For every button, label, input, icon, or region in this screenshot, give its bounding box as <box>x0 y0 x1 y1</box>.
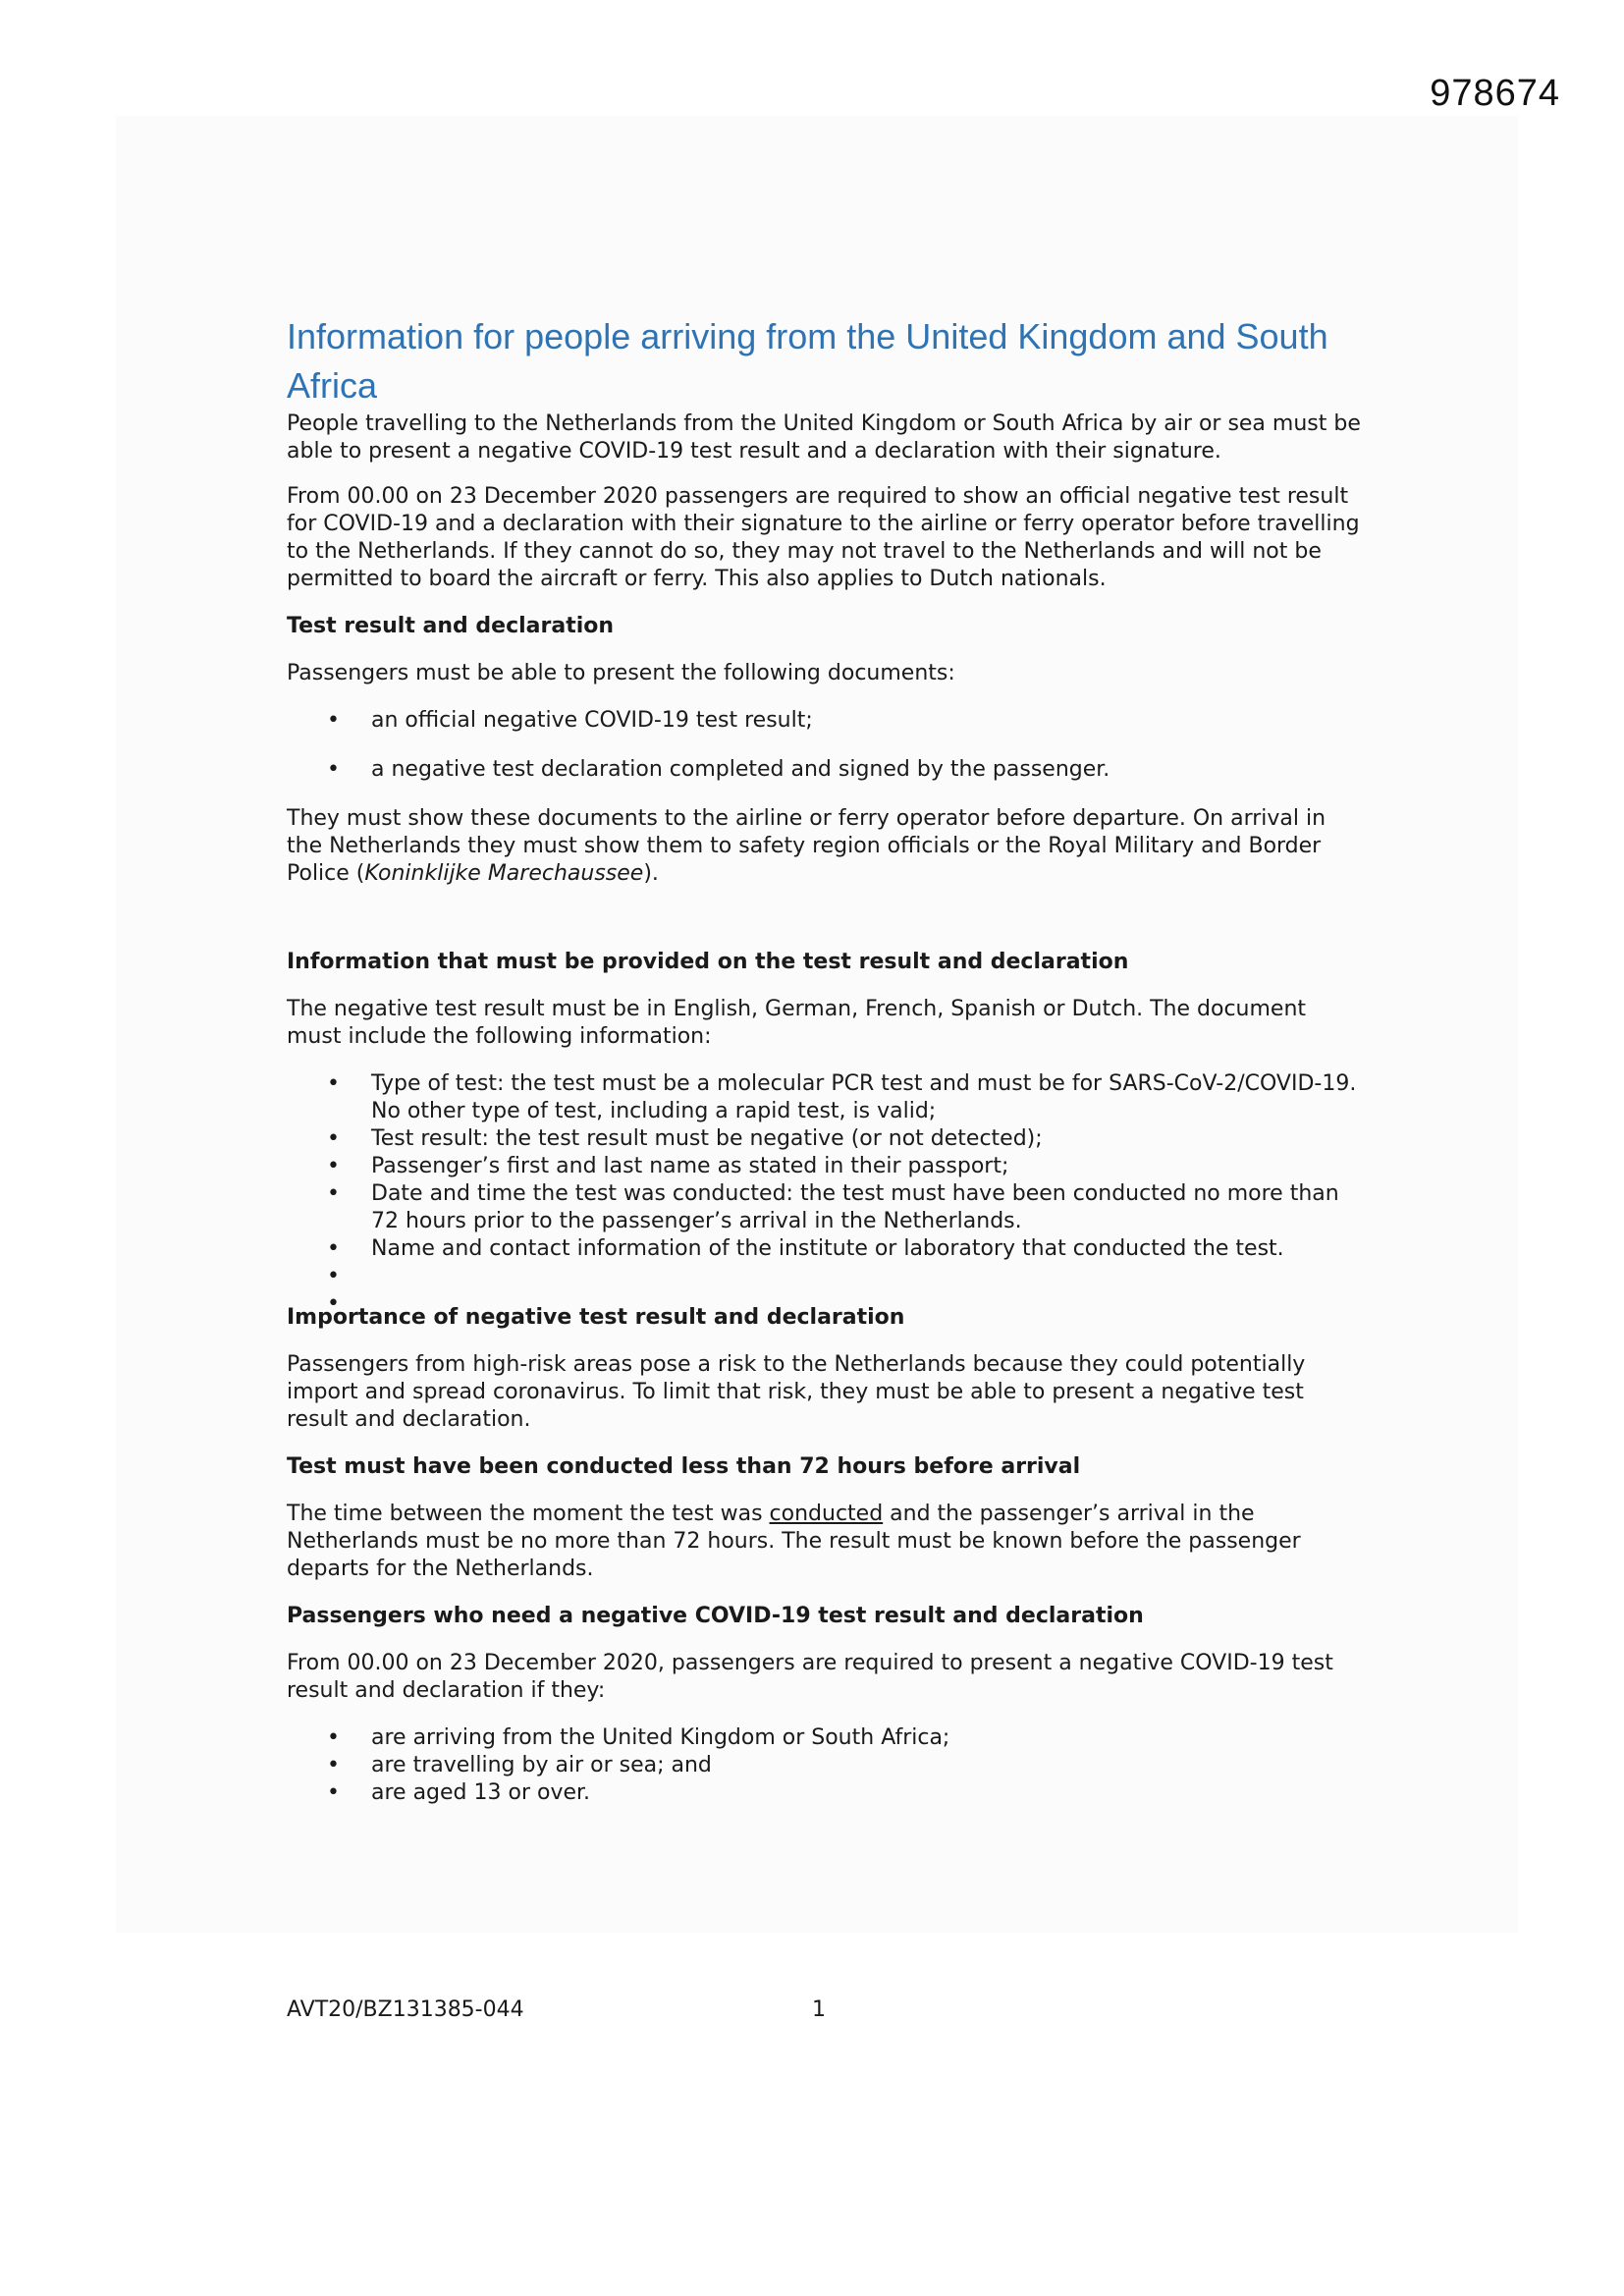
importance-paragraph: Passengers from high-risk areas pose a risk to the Netherlands because they could potentially import and spread coronavirus. To limit that risk, they must be able to present a negative test result and declaration. <box>287 1352 1306 1432</box>
footer-reference: AVT20/BZ131385-044 <box>287 1997 524 2022</box>
list-item: • Type of test: the test must be a molecular PCR test and must be for SARS-CoV-2/COVID-19. No other type of test, including a rapid test, is valid; <box>371 1070 1367 1125</box>
information-lead: The negative test result must be in English, German, French, Spanish or Dutch. The document must include the following information: <box>287 997 1307 1049</box>
requirement-paragraph: From 00.00 on 23 December 2020 passengers are required to show an official negative test result for COVID-19 and a declaration with their signature to the airline or ferry operator before travelling to the Netherlands. If they cannot do so, they may not travel to the Netherlands and will not be permitted to board the aircraft or ferry. This also applies to Dutch nationals. <box>287 484 1360 591</box>
list-item: • Passenger’s first and last name as stated in their passport; <box>371 1153 1367 1180</box>
document-id: 978674 <box>1430 73 1560 114</box>
information-list <box>287 1070 1367 1304</box>
empty-list-item <box>371 1290 1367 1304</box>
documents-show-paragraph: They must show these documents to the airline or ferry operator before departure. On arrival in the Netherlands they must show them to safety region officials or the Royal Military and Border Police (Koninklijke Marechaussee). <box>287 806 1326 886</box>
intro-paragraph: People travelling to the Netherlands from the United Kingdom or South Africa by air or sea must be able to present a negative COVID-19 test result and a declaration with their signature. <box>287 411 1361 464</box>
section-heading-72-hours: Test must have been conducted less than 72 hours before arrival <box>287 1454 1081 1479</box>
conducted-link[interactable]: conducted <box>769 1502 884 1526</box>
document-body <box>287 312 1367 1825</box>
list-item: • are arriving from the United Kingdom or South Africa; <box>371 1724 1367 1752</box>
section-heading-test-result: Test result and declaration <box>287 614 615 638</box>
koninklijke-marechaussee: Koninklijke Marechaussee <box>364 861 644 886</box>
documents-list <box>287 707 1367 784</box>
list-item: • an official negative COVID-19 test result; <box>371 707 1367 735</box>
list-item: • Name and contact information of the institute or laboratory that conducted the test. <box>371 1235 1367 1263</box>
section-heading-who-needs: Passengers who need a negative COVID-19 test result and declaration <box>287 1604 1144 1628</box>
empty-list-item <box>371 1263 1367 1290</box>
page-number: 1 <box>812 1997 826 2022</box>
section-heading-importance: Importance of negative test result and declaration <box>287 1305 905 1330</box>
list-item: • a negative test declaration completed and signed by the passenger. <box>371 756 1367 784</box>
timing-paragraph: The time between the moment the test was conducted and the passenger’s arrival in the Netherlands must be no more than 72 hours. The result must be known before the passenger departs for the Netherlands. <box>287 1502 1301 1581</box>
list-item: • Test result: the test result must be negative (or not detected); <box>371 1125 1367 1153</box>
who-needs-list <box>287 1724 1367 1807</box>
documents-lead: Passengers must be able to present the following documents: <box>287 661 955 685</box>
section-heading-information: Information that must be provided on the test result and declaration <box>287 950 1129 974</box>
list-item: • are travelling by air or sea; and <box>371 1752 1367 1779</box>
list-item: • are aged 13 or over. <box>371 1779 1367 1807</box>
page-title: Information for people arriving from the United Kingdom and South Africa <box>287 316 1328 406</box>
list-item: • Date and time the test was conducted: the test must have been conducted no more than 72 hours prior to the passenger’s arrival in the Netherlands. <box>371 1180 1367 1235</box>
who-needs-lead: From 00.00 on 23 December 2020, passengers are required to present a negative COVID-19 test result and declaration if they: <box>287 1651 1333 1703</box>
